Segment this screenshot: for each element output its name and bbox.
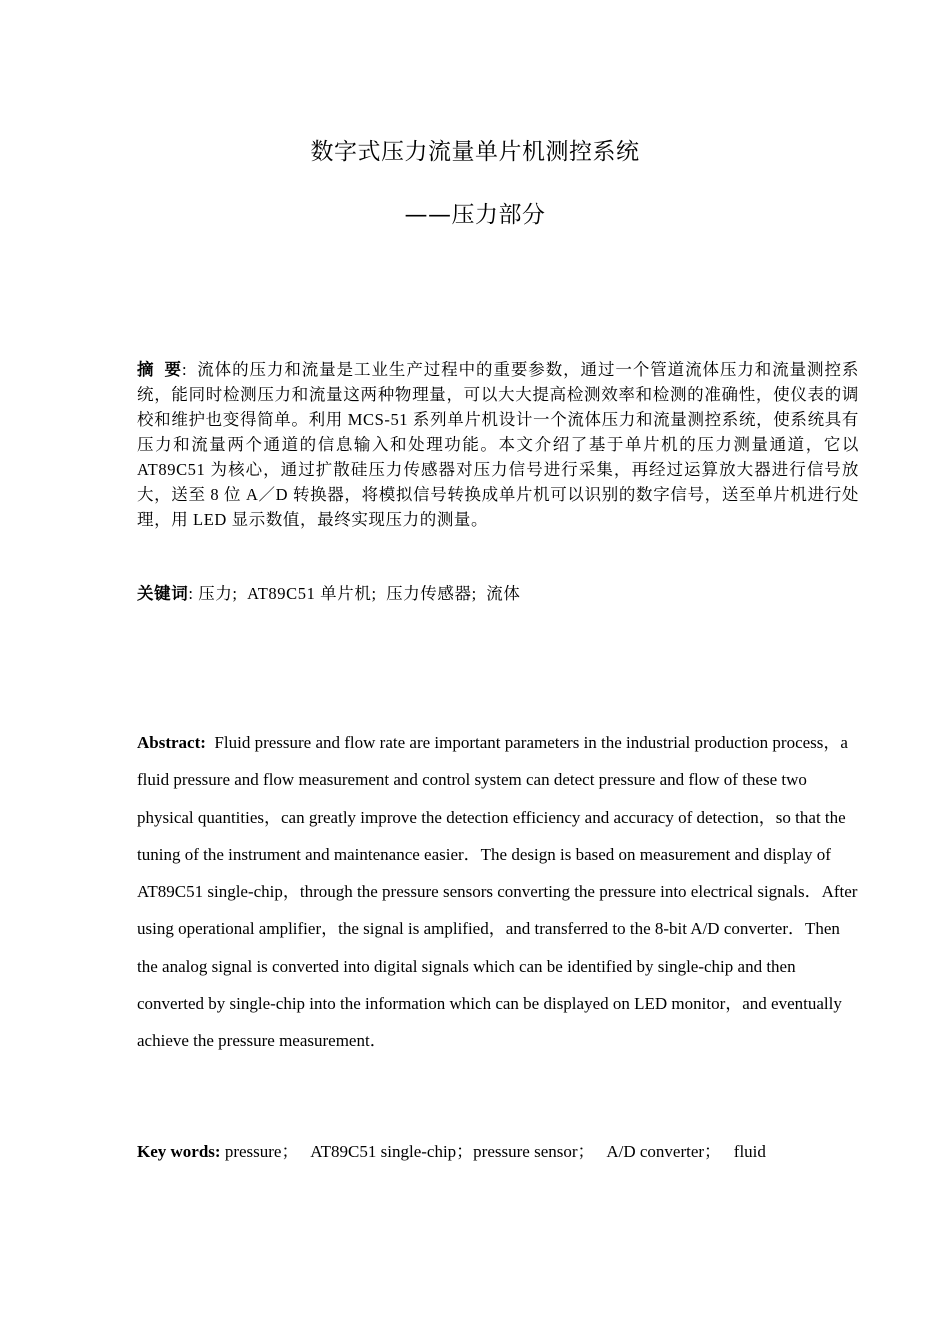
document-subtitle: ——压力部分 xyxy=(404,202,546,228)
english-abstract-text: Fluid pressure and flow rate are important parameters in the industrial production process，a fluid pressure and flow measurement and control system can detect pressure and flow of these two physical quantities，can greatly improve the detection efficiency and accuracy of detection，so that the tuning of the instrument and maintenance easier．The design is based on measurement and display of AT89C51 single-chip，through the pressure sensors converting the pressure into electrical signals．After using operational amplifier，the signal is amplified，and transferred to the 8-bit A/D converter．Then the analog signal is converted into digital signals which can be identified by single-chip and then converted by single-chip into the information which can be displayed on LED monitor，and eventually achieve the pressure measurement． xyxy=(137,733,858,1051)
chinese-abstract-label: 摘 要 xyxy=(137,360,182,379)
chinese-keywords xyxy=(137,581,859,606)
chinese-keywords-label: 关键词 xyxy=(137,584,189,603)
chinese-abstract-text: 流体的压力和流量是工业生产过程中的重要参数，通过一个管道流体压力和流量测控系统，能同时检测压力和流量这两种物理量，可以大大提高检测效率和检测的准确性，使仪表的调校和维护也变得简单。利用 MCS-51 系列单片机设计一个流体压力和流量测控系统，使系统具有压力和流量两个通道的信息输入和处理功能。本文介绍了基于单片机的压力测量通道，它以 AT89C51 为核心，通过扩散硅压力传感器对压力信号进行采集，再经过运算放大器进行信号放大，送至 8 位 A／D 转换器，将模拟信号转换成单片机可以识别的数字信号，送至单片机进行处理，用 LED 显示数值，最终实现压力的测量。 xyxy=(137,360,860,529)
document-title: 数字式压力流量单片机测控系统 xyxy=(310,139,640,165)
chinese-keywords-text: 压力; AT89C51 单片机; 压力传感器; 流体 xyxy=(198,584,521,603)
english-keywords-text: pressure； AT89C51 single-chip；pressure sensor； A/D converter； fluid xyxy=(224,1142,766,1161)
english-keywords-label: Key words: xyxy=(137,1142,221,1161)
chinese-abstract xyxy=(137,357,859,532)
chinese-keywords-colon: : xyxy=(188,584,194,603)
chinese-abstract-colon: : xyxy=(181,360,188,379)
english-keywords xyxy=(137,1133,859,1170)
english-abstract xyxy=(137,724,859,1060)
english-abstract-label: Abstract: xyxy=(137,733,206,752)
